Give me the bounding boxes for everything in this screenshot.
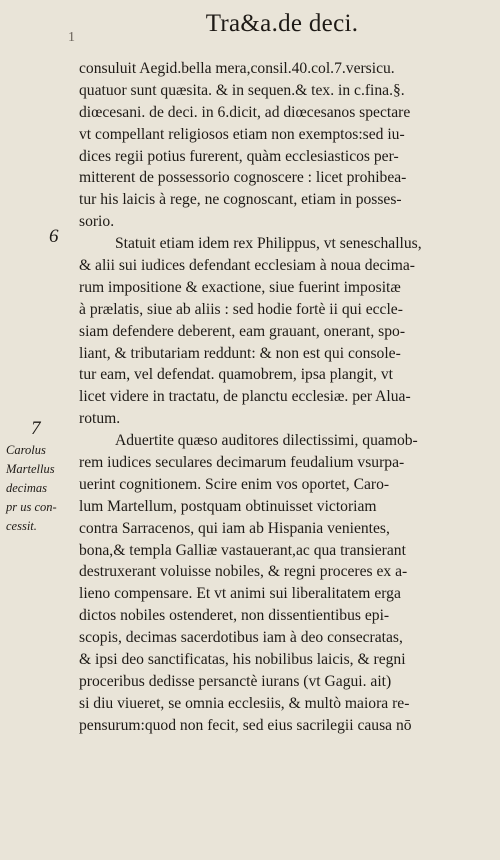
text-line: dices regii potius furerent, quàm ecclesiasticos per- <box>79 147 399 165</box>
text-line: siam defendere deberent, eam grauant, onerant, spo- <box>79 322 406 340</box>
margin-note <box>6 441 72 536</box>
text-line: sorio. <box>79 213 115 231</box>
margin-note-line: pr us con- <box>6 500 57 514</box>
text-line: consuluit Aegid.bella mera,consil.40.col.7.versicu. <box>79 60 395 77</box>
paragraph-start-line: Aduertite quæso auditores dilectissimi, quamob- <box>115 432 418 450</box>
text-line: diœcesani. de deci. in 6.dicit, ad diœcesanos spectare <box>79 103 411 121</box>
text-line: uerint cognitionem. Scire enim vos oportet, Caro- <box>79 475 390 493</box>
page-tick-mark: 1 <box>68 30 75 45</box>
text-line: rem iudices seculares decimarum feudalium vsurpa- <box>79 454 405 472</box>
text-line: quatuor sunt quæsita. & in sequen.& tex. in c.fina.§. <box>79 81 405 99</box>
text-line: mitterent de possessorio cognoscere : licet prohibea- <box>79 169 407 187</box>
text-line: & ipsi deo sanctificatas, his nobilibus laicis, & regni <box>79 651 406 669</box>
margin-note-line: Carolus <box>6 443 46 457</box>
margin-mark-6: 6 <box>49 226 59 247</box>
body-text <box>79 58 490 737</box>
text-line: & alii sui iudices defendant ecclesiam à noua decima- <box>79 257 415 275</box>
margin-note-line: cessit. <box>6 519 37 533</box>
text-line: à prælatis, siue ab aliis : sed hodie fortè ii qui eccle- <box>79 300 403 318</box>
text-line: tur eam, vel defendat. quamobrem, ipsa plangit, vt <box>79 366 393 384</box>
text-line: si diu viueret, se omnia ecclesiis, & multò maiora re- <box>79 694 410 712</box>
text-line: vt compellant religiosos etiam non exemptos:sed iu- <box>79 125 405 143</box>
text-line: lieno compensare. Et vt animi sui liberalitatem erga <box>79 585 401 603</box>
text-line: pensurum:quod non fecit, sed eius sacrilegii causa nō <box>79 716 412 734</box>
running-head-title: Tra&a.de deci. <box>205 10 359 37</box>
text-line: proceribus dedisse persanctè iurans (vt Gagui. ait) <box>79 672 392 690</box>
paragraph-start-line: Statuit etiam idem rex Philippus, vt seneschallus, <box>115 235 422 253</box>
text-line: rum impositione & exactione, siue fuerint impositæ <box>79 278 401 296</box>
text-line: contra Sarracenos, qui iam ab Hispania venientes, <box>79 519 390 537</box>
text-line: rotum. <box>79 410 121 428</box>
margin-note-line: Martellus <box>6 462 55 476</box>
text-line: lum Martellum, postquam obtinuisset victoriam <box>79 497 377 515</box>
text-line: bona,& templa Galliæ vastauerant,ac qua transierant <box>79 541 406 559</box>
margin-mark-7: 7 <box>31 418 41 439</box>
text-line: liant, & tributariam reddunt: & non est qui console- <box>79 344 401 362</box>
text-line: scopis, decimas sacerdotibus iam à deo consecratas, <box>79 629 403 647</box>
text-line: licet videre in tractatu, de planctu ecclesiæ. per Alua- <box>79 388 411 406</box>
text-line: dictos nobiles ostenderet, non dissentientibus epi- <box>79 607 390 625</box>
text-line: tur his laicis à rege, ne cognoscant, etiam in posses- <box>79 191 402 209</box>
running-head <box>0 10 500 38</box>
text-line: destruxerant voluisse nobiles, & regni proceres ex a- <box>79 563 408 581</box>
margin-note-line: decimas <box>6 481 47 495</box>
